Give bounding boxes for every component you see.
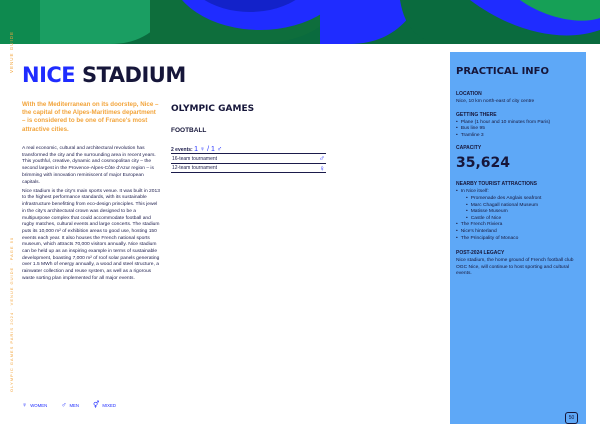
capacity-heading: CAPACITY <box>456 145 482 152</box>
mixed-icon: ⚥ <box>93 402 100 409</box>
tournament-label: 16-team tournament <box>172 155 218 162</box>
attractions-heading: NEARBY TOURIST ATTRACTIONS <box>456 181 537 188</box>
olympic-games-section <box>171 104 331 173</box>
female-icon: ♀ <box>22 401 28 409</box>
capacity-value: 35,624 <box>456 155 511 172</box>
getting-there-list <box>456 120 580 140</box>
legacy-heading: POST-2024 LEGACY <box>456 250 505 257</box>
list-item: • Tramline 3 <box>456 133 580 140</box>
panel-heading: PRACTICAL INFO <box>456 66 550 77</box>
list-item: • The Principality of Monaco <box>456 236 580 243</box>
attractions-list-more <box>456 222 580 242</box>
legend-item-women <box>22 401 47 409</box>
location-text: Nice, 10 km north-east of city centre <box>456 99 535 104</box>
list-item: • Bus line 95 <box>456 126 580 133</box>
gender-legend <box>22 401 116 409</box>
list-item: • Nice's hinterland <box>456 229 580 236</box>
events-label: 2 events: <box>171 147 193 153</box>
location-heading: LOCATION <box>456 91 482 97</box>
table-row <box>171 163 326 173</box>
list-item: • Matisse Museum <box>456 209 580 216</box>
legend-label: WOMEN <box>30 402 48 408</box>
legend-label: MIXED <box>102 402 116 408</box>
side-label-bottom: OLYMPIC GAMES PARIS 2024 · VENUE GUIDE · PAGE 50 <box>9 236 14 392</box>
tournament-table <box>171 153 326 173</box>
header-banner <box>0 0 600 44</box>
olympic-heading: OLYMPIC GAMES <box>171 104 255 114</box>
attractions-list <box>456 189 580 196</box>
male-icon: ♂ <box>319 154 325 163</box>
tournament-label: 12-team tournament <box>172 165 218 171</box>
title-nice: NICE <box>22 63 76 87</box>
legend-item-mixed <box>93 401 116 409</box>
list-item: • The French Riviera <box>456 222 580 229</box>
legend-label: MEN <box>69 402 80 408</box>
page-title <box>22 63 186 87</box>
events-value: 1 ♀ / 1 ♂ <box>194 146 223 153</box>
list-item: • Promenade des Anglais seafront <box>456 196 580 203</box>
list-item: • In Nice itself: <box>456 189 580 196</box>
body-text <box>22 146 160 285</box>
sport-heading: FOOTBALL <box>171 127 207 134</box>
list-item: • Castle of Nice <box>456 216 580 223</box>
male-icon: ♂ <box>61 401 67 409</box>
legend-item-men <box>61 401 79 409</box>
body-paragraph: A real economic, cultural and architectural revolution has transformed the city and the surrounding area in recent years. This youthful, creative, dynamic and cosmopolitan city – the second largest in the Provence-Alpes-Côte d'Azur region – is brimming with innovation reminiscent of major European capitals. <box>22 146 156 185</box>
practical-info-panel <box>450 52 586 424</box>
banner-graphic <box>0 0 600 44</box>
side-label-top: VENUE GUIDE <box>9 30 14 73</box>
getting-there-heading: GETTING THERE <box>456 111 497 118</box>
page-number: 50 <box>565 412 578 424</box>
table-row <box>171 153 326 163</box>
body-paragraph: Nice stadium is the city's main sports venue. It was built in 2013 to the highest performance standards, with its sustainable infrastructure benefitting from eco-design principles. This jewel in the city's architectural crown was designed to be a multipurpose complex that could accommodate football and rugby matches, cultural events and large concerts. The stadium puts its 10,000 m² of exhibition areas to good use, hosting 150 events each year. It also houses the French national sports museum, which attracts 70,000 visitors annually. Nice stadium can be held up as an inspiring example in terms of sustainable development, boasting 7,000 m² of roof solar panels generating over 1.5 MWh of energy annually, a wood and steel structure, a rainwater collection and reuse system, as well as a rigorous waste sorting plan implemented for all major events. <box>22 188 160 281</box>
intro-text: With the Mediterranean on its doorstep, Nice – the capital of the Alpes-Maritimes department – is considered to be one of France's most attractive cities. <box>22 101 159 133</box>
events-line <box>171 146 331 153</box>
legacy-text: Nice stadium, the home ground of French football club OGC Nice, will continue to host sporting and cultural events. <box>456 258 574 277</box>
list-item: • Plane (1 hour and 10 minutes from Paris) <box>456 120 580 127</box>
female-icon: ♀ <box>319 163 325 173</box>
attractions-sublist <box>456 196 580 222</box>
list-item: • Marc Chagall national Museum <box>456 203 580 210</box>
title-stadium: STADIUM <box>81 63 186 87</box>
